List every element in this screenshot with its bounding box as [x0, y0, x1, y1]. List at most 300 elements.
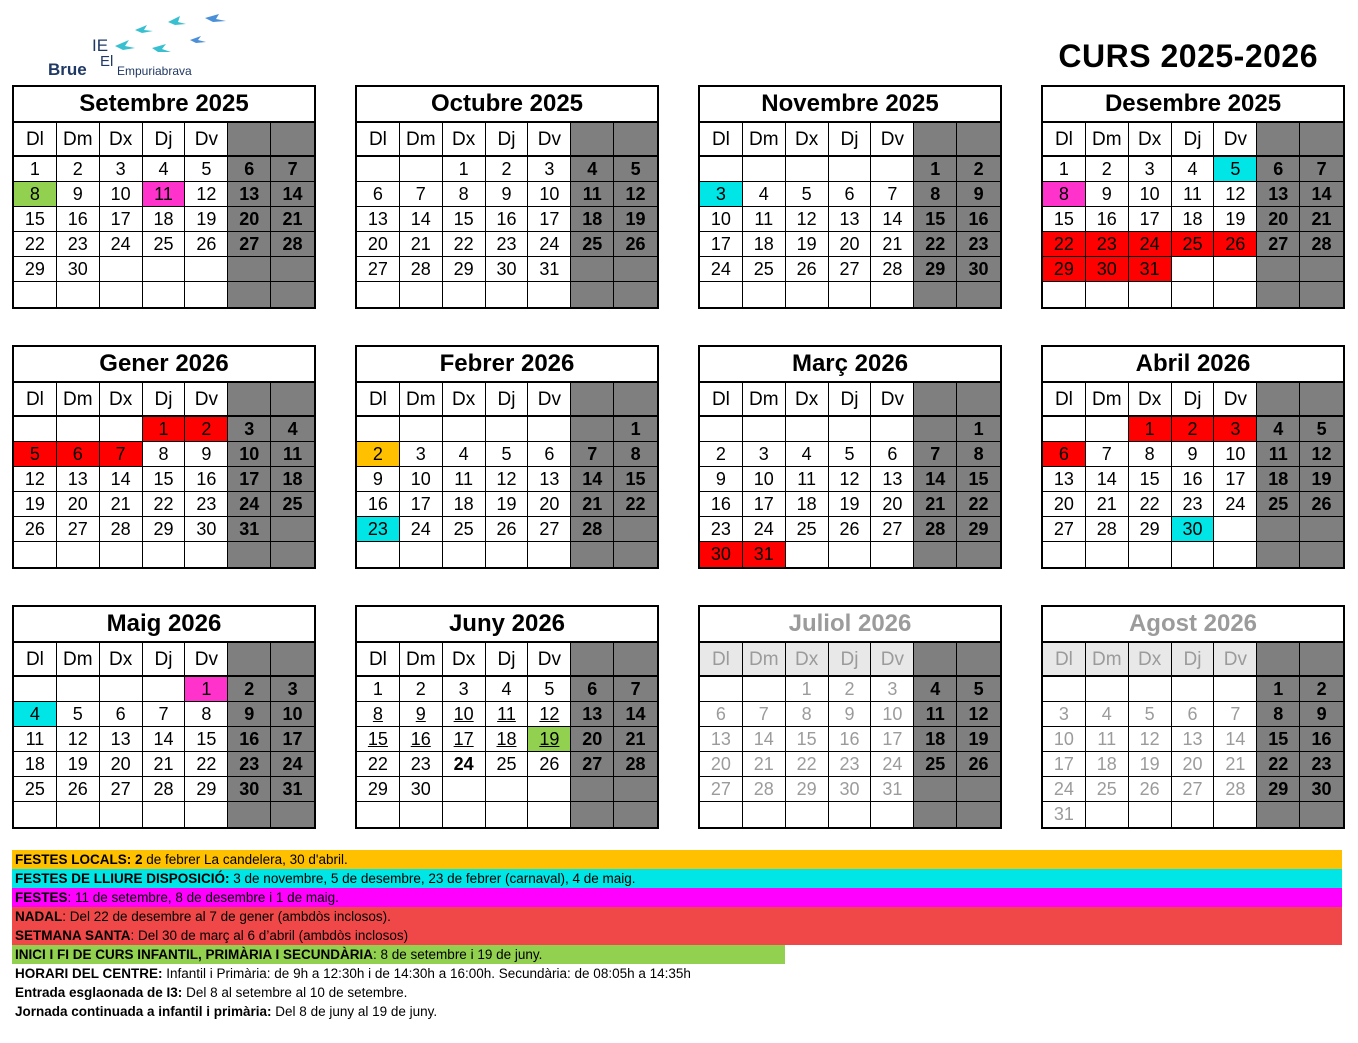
day-cell: 28: [100, 517, 143, 542]
day-cell: 4: [1257, 417, 1300, 442]
day-cell: 16: [829, 727, 872, 752]
empty-cell: [100, 282, 143, 307]
empty-cell: [100, 802, 143, 827]
empty-cell: [528, 777, 571, 802]
weekday-header: Dv: [185, 643, 228, 677]
day-cell: 4: [914, 677, 957, 702]
day-cell: 3: [443, 677, 486, 702]
day-grid: [1043, 383, 1343, 567]
weekday-header: Dl: [700, 383, 743, 417]
day-cell: 20: [571, 727, 614, 752]
day-cell: 30: [185, 517, 228, 542]
day-cell: 9: [400, 702, 443, 727]
weekday-header: [228, 383, 271, 417]
day-cell: 4: [271, 417, 314, 442]
day-cell: 6: [829, 182, 872, 207]
day-cell: 1: [957, 417, 1000, 442]
legend: [12, 850, 1342, 1021]
day-cell: 31: [1043, 802, 1086, 827]
day-cell: 15: [614, 467, 657, 492]
day-cell: 5: [614, 157, 657, 182]
day-cell: 19: [1214, 207, 1257, 232]
weekday-header: Dj: [486, 643, 529, 677]
day-cell: 21: [614, 727, 657, 752]
day-cell: 9: [700, 467, 743, 492]
empty-cell: [228, 282, 271, 307]
day-cell: 22: [914, 232, 957, 257]
month-title: Agost 2026: [1043, 607, 1343, 643]
day-cell: 26: [57, 777, 100, 802]
empty-cell: [1172, 802, 1215, 827]
empty-cell: [957, 802, 1000, 827]
empty-cell: [614, 777, 657, 802]
day-cell: 10: [1129, 182, 1172, 207]
weekday-header: [614, 643, 657, 677]
day-cell: 11: [271, 442, 314, 467]
empty-cell: [400, 542, 443, 567]
weekday-header: Dm: [400, 123, 443, 157]
empty-cell: [357, 417, 400, 442]
empty-cell: [528, 282, 571, 307]
legend-label: INICI I FI DE CURS INFANTIL, PRIMÀRIA I SECUNDÀRIA: [15, 947, 374, 962]
empty-cell: [1300, 802, 1343, 827]
month-title: Gener 2026: [14, 347, 314, 383]
empty-cell: [14, 677, 57, 702]
day-cell: 15: [1129, 467, 1172, 492]
day-grid: [14, 383, 314, 567]
empty-cell: [57, 542, 100, 567]
day-cell: 14: [571, 467, 614, 492]
day-cell: 20: [57, 492, 100, 517]
empty-cell: [1257, 517, 1300, 542]
empty-cell: [57, 417, 100, 442]
day-cell: 21: [100, 492, 143, 517]
empty-cell: [1043, 542, 1086, 567]
day-cell: 8: [143, 442, 186, 467]
day-grid: [700, 383, 1000, 567]
day-cell: 7: [1300, 157, 1343, 182]
day-cell: 7: [871, 182, 914, 207]
empty-cell: [271, 257, 314, 282]
weekday-header: Dx: [100, 123, 143, 157]
weekday-header: Dv: [185, 123, 228, 157]
weekday-header: Dl: [357, 383, 400, 417]
day-cell: 22: [357, 752, 400, 777]
empty-cell: [357, 542, 400, 567]
weekday-header: Dv: [871, 643, 914, 677]
empty-cell: [443, 542, 486, 567]
day-cell: 11: [443, 467, 486, 492]
day-cell: 24: [228, 492, 271, 517]
empty-cell: [829, 542, 872, 567]
day-cell: 2: [700, 442, 743, 467]
weekday-header: Dx: [786, 123, 829, 157]
empty-cell: [57, 802, 100, 827]
day-cell: 1: [443, 157, 486, 182]
day-cell: 13: [700, 727, 743, 752]
day-cell: 17: [871, 727, 914, 752]
weekday-header: [1257, 643, 1300, 677]
day-cell: 29: [443, 257, 486, 282]
day-cell: 24: [1043, 777, 1086, 802]
day-cell: 10: [271, 702, 314, 727]
day-cell: 4: [1172, 157, 1215, 182]
day-cell: 5: [14, 442, 57, 467]
day-cell: 9: [57, 182, 100, 207]
empty-cell: [1300, 517, 1343, 542]
day-cell: 28: [1214, 777, 1257, 802]
day-cell: 3: [100, 157, 143, 182]
weekday-header: [571, 643, 614, 677]
day-grid: [357, 643, 657, 827]
day-cell: 4: [786, 442, 829, 467]
day-cell: 10: [1043, 727, 1086, 752]
day-cell: 16: [400, 727, 443, 752]
empty-cell: [614, 257, 657, 282]
day-cell: 22: [14, 232, 57, 257]
day-cell: 11: [1257, 442, 1300, 467]
weekday-header: Dv: [528, 123, 571, 157]
day-cell: 17: [1043, 752, 1086, 777]
month-title: Novembre 2025: [700, 87, 1000, 123]
empty-cell: [1257, 802, 1300, 827]
day-cell: 12: [957, 702, 1000, 727]
weekday-header: Dv: [871, 383, 914, 417]
day-cell: 27: [228, 232, 271, 257]
day-grid: [1043, 643, 1343, 827]
month-calendar: [698, 85, 1002, 309]
day-cell: 16: [957, 207, 1000, 232]
empty-cell: [743, 417, 786, 442]
empty-cell: [185, 257, 228, 282]
empty-cell: [571, 282, 614, 307]
day-cell: 25: [143, 232, 186, 257]
weekday-header: [271, 383, 314, 417]
day-cell: 30: [486, 257, 529, 282]
day-cell: 7: [143, 702, 186, 727]
day-cell: 29: [357, 777, 400, 802]
day-cell: 16: [486, 207, 529, 232]
day-cell: 13: [871, 467, 914, 492]
empty-cell: [743, 282, 786, 307]
day-cell: 28: [571, 517, 614, 542]
weekday-header: [1300, 383, 1343, 417]
day-cell: 13: [357, 207, 400, 232]
page-title: CURS 2025-2026: [1058, 38, 1318, 74]
day-cell: 6: [571, 677, 614, 702]
day-cell: 3: [1129, 157, 1172, 182]
day-cell: 9: [357, 467, 400, 492]
month-calendar: [355, 605, 659, 829]
weekday-header: Dm: [743, 643, 786, 677]
weekday-header: Dj: [1172, 383, 1215, 417]
empty-cell: [786, 282, 829, 307]
day-cell: 27: [700, 777, 743, 802]
day-cell: 20: [871, 492, 914, 517]
legend-label: Entrada esglaonada de I3:: [15, 985, 183, 1000]
month-calendar: [12, 605, 316, 829]
day-cell: 6: [100, 702, 143, 727]
day-cell: 26: [1214, 232, 1257, 257]
day-cell: 17: [1214, 467, 1257, 492]
weekday-header: [614, 123, 657, 157]
empty-cell: [400, 802, 443, 827]
day-cell: 2: [1300, 677, 1343, 702]
empty-cell: [743, 677, 786, 702]
day-cell: 25: [914, 752, 957, 777]
day-cell: 3: [528, 157, 571, 182]
day-cell: 21: [400, 232, 443, 257]
day-cell: 3: [228, 417, 271, 442]
empty-cell: [1129, 282, 1172, 307]
weekday-header: [1300, 123, 1343, 157]
day-cell: 4: [14, 702, 57, 727]
day-cell: 2: [1086, 157, 1129, 182]
day-cell: 18: [1172, 207, 1215, 232]
day-cell: 4: [743, 182, 786, 207]
month-calendar: [698, 605, 1002, 829]
day-cell: 12: [14, 467, 57, 492]
weekday-header: [1300, 643, 1343, 677]
day-cell: 13: [571, 702, 614, 727]
day-cell: 30: [1172, 517, 1215, 542]
legend-text: : Del 30 de març al 6 d’abril (ambdòs inclosos): [130, 928, 409, 943]
day-cell: 5: [1300, 417, 1343, 442]
empty-cell: [100, 677, 143, 702]
day-cell: 15: [143, 467, 186, 492]
day-cell: 28: [743, 777, 786, 802]
day-cell: 22: [1129, 492, 1172, 517]
empty-cell: [228, 802, 271, 827]
day-cell: 18: [1257, 467, 1300, 492]
month-calendar: [12, 345, 316, 569]
day-cell: 13: [1043, 467, 1086, 492]
svg-text:IE: IE: [92, 36, 109, 55]
empty-cell: [1172, 542, 1215, 567]
day-cell: 2: [957, 157, 1000, 182]
empty-cell: [1214, 282, 1257, 307]
day-cell: 23: [400, 752, 443, 777]
empty-cell: [829, 157, 872, 182]
day-cell: 24: [1129, 232, 1172, 257]
day-cell: 13: [100, 727, 143, 752]
day-cell: 6: [1257, 157, 1300, 182]
weekday-header: Dj: [143, 643, 186, 677]
day-cell: 11: [786, 467, 829, 492]
day-cell: 1: [1129, 417, 1172, 442]
legend-row: [12, 945, 785, 964]
day-cell: 20: [528, 492, 571, 517]
day-cell: 15: [914, 207, 957, 232]
empty-cell: [1214, 257, 1257, 282]
day-cell: 31: [228, 517, 271, 542]
day-cell: 10: [1214, 442, 1257, 467]
weekday-header: Dj: [486, 383, 529, 417]
day-cell: 25: [571, 232, 614, 257]
day-cell: 6: [528, 442, 571, 467]
day-cell: 29: [143, 517, 186, 542]
day-cell: 12: [486, 467, 529, 492]
month-calendar: [1041, 605, 1345, 829]
day-cell: 15: [443, 207, 486, 232]
day-cell: 23: [228, 752, 271, 777]
weekday-header: Dv: [1214, 123, 1257, 157]
empty-cell: [914, 417, 957, 442]
empty-cell: [1214, 542, 1257, 567]
day-cell: 17: [400, 492, 443, 517]
day-cell: 23: [1172, 492, 1215, 517]
day-cell: 3: [1214, 417, 1257, 442]
svg-text:Brue: Brue: [48, 60, 87, 79]
day-cell: 29: [1043, 257, 1086, 282]
weekday-header: Dm: [743, 123, 786, 157]
day-cell: 20: [1172, 752, 1215, 777]
day-cell: 24: [271, 752, 314, 777]
day-cell: 14: [614, 702, 657, 727]
day-cell: 8: [14, 182, 57, 207]
empty-cell: [871, 417, 914, 442]
weekday-header: Dx: [786, 383, 829, 417]
day-cell: 26: [957, 752, 1000, 777]
day-cell: 24: [700, 257, 743, 282]
empty-cell: [14, 802, 57, 827]
weekday-header: Dv: [528, 643, 571, 677]
day-cell: 6: [871, 442, 914, 467]
day-cell: 9: [1086, 182, 1129, 207]
month-title: Juliol 2026: [700, 607, 1000, 643]
day-cell: 6: [357, 182, 400, 207]
legend-row: [12, 869, 1342, 888]
legend-text: : Del 22 de desembre al 7 de gener (ambdòs inclosos).: [62, 909, 391, 924]
day-cell: 7: [614, 677, 657, 702]
legend-label: FESTES LOCALS: 2: [15, 852, 143, 867]
empty-cell: [743, 802, 786, 827]
legend-text: Del 8 al setembre al 10 de setembre.: [182, 985, 408, 1000]
day-cell: 2: [486, 157, 529, 182]
weekday-header: Dv: [528, 383, 571, 417]
day-cell: 22: [1257, 752, 1300, 777]
day-cell: 26: [1300, 492, 1343, 517]
day-cell: 6: [228, 157, 271, 182]
day-cell: 5: [829, 442, 872, 467]
day-cell: 18: [1086, 752, 1129, 777]
day-cell: 22: [786, 752, 829, 777]
day-cell: 12: [829, 467, 872, 492]
weekday-header: Dj: [829, 643, 872, 677]
day-cell: 12: [185, 182, 228, 207]
day-cell: 30: [228, 777, 271, 802]
day-cell: 5: [1129, 702, 1172, 727]
day-cell: 17: [443, 727, 486, 752]
weekday-header: Dj: [486, 123, 529, 157]
day-cell: 24: [528, 232, 571, 257]
empty-cell: [571, 417, 614, 442]
empty-cell: [100, 542, 143, 567]
empty-cell: [185, 282, 228, 307]
weekday-header: Dx: [443, 123, 486, 157]
day-cell: 9: [486, 182, 529, 207]
day-cell: 20: [100, 752, 143, 777]
weekday-header: Dj: [1172, 123, 1215, 157]
day-cell: 13: [1257, 182, 1300, 207]
empty-cell: [571, 257, 614, 282]
legend-text: de febrer La candelera, 30 d'abril.: [142, 852, 348, 867]
day-cell: 28: [143, 777, 186, 802]
day-cell: 17: [700, 232, 743, 257]
day-cell: 30: [57, 257, 100, 282]
day-cell: 12: [528, 702, 571, 727]
day-grid: [1043, 123, 1343, 307]
day-cell: 27: [57, 517, 100, 542]
day-cell: 8: [1043, 182, 1086, 207]
day-cell: 9: [829, 702, 872, 727]
empty-cell: [614, 282, 657, 307]
day-cell: 10: [528, 182, 571, 207]
day-cell: 26: [486, 517, 529, 542]
day-cell: 21: [1300, 207, 1343, 232]
day-cell: 16: [228, 727, 271, 752]
empty-cell: [871, 282, 914, 307]
svg-text:El: El: [100, 53, 114, 70]
empty-cell: [228, 257, 271, 282]
day-cell: 1: [185, 677, 228, 702]
day-cell: 31: [871, 777, 914, 802]
day-cell: 5: [786, 182, 829, 207]
weekday-header: [914, 383, 957, 417]
day-cell: 28: [1086, 517, 1129, 542]
empty-cell: [357, 802, 400, 827]
day-cell: 14: [1086, 467, 1129, 492]
empty-cell: [1214, 517, 1257, 542]
day-cell: 10: [743, 467, 786, 492]
day-cell: 25: [743, 257, 786, 282]
day-cell: 29: [914, 257, 957, 282]
day-cell: 7: [1214, 702, 1257, 727]
legend-row: [12, 1002, 1342, 1021]
empty-cell: [1300, 257, 1343, 282]
empty-cell: [528, 542, 571, 567]
day-cell: 3: [871, 677, 914, 702]
weekday-header: Dm: [1086, 643, 1129, 677]
day-cell: 25: [486, 752, 529, 777]
day-cell: 25: [271, 492, 314, 517]
day-cell: 23: [1300, 752, 1343, 777]
empty-cell: [443, 417, 486, 442]
day-cell: 22: [443, 232, 486, 257]
day-cell: 20: [700, 752, 743, 777]
day-cell: 30: [1300, 777, 1343, 802]
legend-text: 3 de novembre, 5 de desembre, 23 de febrer (carnaval), 4 de maig.: [229, 871, 636, 886]
empty-cell: [14, 417, 57, 442]
legend-row: [12, 907, 1342, 926]
day-cell: 2: [1172, 417, 1215, 442]
day-cell: 18: [443, 492, 486, 517]
empty-cell: [357, 157, 400, 182]
empty-cell: [486, 777, 529, 802]
weekday-header: [228, 123, 271, 157]
day-cell: 29: [957, 517, 1000, 542]
day-cell: 2: [357, 442, 400, 467]
empty-cell: [143, 257, 186, 282]
day-cell: 4: [143, 157, 186, 182]
day-cell: 29: [1257, 777, 1300, 802]
day-cell: 20: [228, 207, 271, 232]
day-cell: 31: [271, 777, 314, 802]
day-cell: 23: [57, 232, 100, 257]
weekday-header: Dm: [743, 383, 786, 417]
weekday-header: [914, 643, 957, 677]
day-cell: 9: [185, 442, 228, 467]
